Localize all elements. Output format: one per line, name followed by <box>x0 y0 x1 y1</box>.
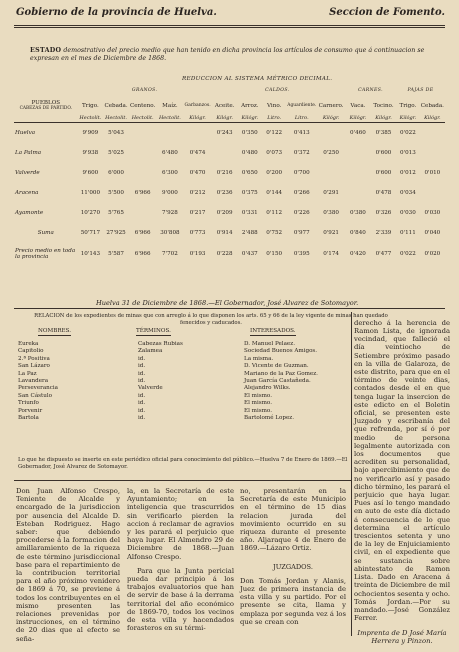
header-rule <box>14 25 445 26</box>
suma-cell: 30'808 <box>160 230 180 236</box>
price-cell: 0'034 <box>400 190 416 196</box>
unit-label: Kilógr. <box>371 114 396 123</box>
nombres-list <box>18 341 118 422</box>
price-cell: 0'010 <box>424 170 441 176</box>
unit-label: Litro. <box>262 114 286 123</box>
precio-cell: 0'022 <box>400 251 416 257</box>
precio-label-1: Precio medio en toda <box>15 248 76 254</box>
mine-interesado: D. Vicente de Guzman. <box>244 363 309 370</box>
price-cell: 6'300 <box>162 170 178 176</box>
col-header: Centeno. <box>129 102 156 109</box>
price-cell: 9'909 <box>82 130 99 136</box>
price-cell: 0'291 <box>323 190 339 196</box>
price-cell: 0'478 <box>375 190 392 196</box>
price-cell: 0'372 <box>293 150 310 156</box>
mine-name: Perseverancia <box>18 385 59 392</box>
price-cell: 0'375 <box>241 190 258 196</box>
precio-cell: 0'193 <box>189 251 206 257</box>
unit-label: Kilógr. <box>420 114 445 123</box>
mine-interesado: El mismo. <box>244 400 272 407</box>
suma-cell: 0'111 <box>400 230 416 236</box>
unit-label: Hectolit. <box>156 114 183 123</box>
price-cell: 0'470 <box>189 170 206 176</box>
price-cell: 0'700 <box>293 170 310 176</box>
suma-label: Suma <box>37 230 54 236</box>
unit-label: Hectolit. <box>79 115 102 121</box>
column-3 <box>240 487 346 626</box>
table-row <box>14 203 445 223</box>
mine-interesado: El mismo. <box>244 407 272 414</box>
mine-interesado: El mismo. <box>244 392 272 399</box>
cabezas-label: CABEZAS DE PARTIDO. <box>19 106 73 111</box>
price-cell: 0'460 <box>350 130 366 136</box>
price-cell: 0'030 <box>400 210 416 216</box>
row-town: Valverde <box>15 170 40 176</box>
header-left: Gobierno de la provincia de Huelva. <box>16 7 217 18</box>
pueblos-header <box>14 97 78 114</box>
price-cell: 0'350 <box>241 130 258 136</box>
mine-interesado: Juan García Castañeda. <box>244 377 311 384</box>
column-divider <box>351 312 352 636</box>
edict-aljaraque: no, presentarán en la Secretaría de este Municipio en el término de 15 dias relacion jurada del movimiento ocurrido en su riqueza durante el presente año. Aljaraque 4 de Enero de 1869.—Lázaro Ortiz. <box>240 487 346 553</box>
unit-label: Kilógr. <box>317 114 345 123</box>
row-town: La Palma <box>15 150 42 156</box>
price-cell: 0'022 <box>400 130 416 136</box>
group-caldos: CALDOS. <box>265 88 290 93</box>
interesados-header: INTERESADOS. <box>250 328 296 334</box>
precio-cell: 0'174 <box>323 251 339 257</box>
price-cell: 0'380 <box>350 210 366 216</box>
precio-cell: 0'395 <box>293 251 310 257</box>
mine-name: San Lázaro <box>18 363 50 370</box>
price-cell: 0'122 <box>266 130 283 136</box>
suma-cell: 27'925 <box>106 230 126 236</box>
col-header: Vino. <box>266 102 282 109</box>
price-cell <box>212 143 238 163</box>
terminos-list <box>138 341 218 422</box>
precio-cell: 0'228 <box>216 251 233 257</box>
estado-text: demostrativo del precio medio que han tenido en dicha provincia los artículos de consumo que á continuacion se expresan en el mes de Diciembre de 1868. <box>30 47 425 62</box>
price-cell <box>345 163 371 183</box>
mine-termino: id. <box>138 363 146 370</box>
price-cell: 0'212 <box>189 190 206 196</box>
mine-termino: id. <box>138 400 146 407</box>
estado-heading <box>30 47 443 63</box>
price-cell: 0'650 <box>241 170 258 176</box>
price-cell: 9'600 <box>82 170 99 176</box>
estado-lead: ESTADO <box>30 47 62 54</box>
price-cell <box>129 123 156 144</box>
juzgados-heading: JUZGADOS. <box>273 562 313 571</box>
prices-table <box>14 84 445 265</box>
price-cell: 0'030 <box>424 210 441 216</box>
price-cell: 0'266 <box>293 190 310 196</box>
precio-cell: 6'966 <box>134 251 151 257</box>
col-header: Vaca. <box>350 102 366 109</box>
reduccion-label: REDUCCION AL SISTEMA MÉTRICO DECIMAL. <box>182 76 333 82</box>
table-row <box>14 163 445 183</box>
suma-cell: 0'977 <box>293 230 310 236</box>
mine-name: Capitolio <box>18 348 44 355</box>
nombres-header: NOMBRES. <box>38 328 72 334</box>
price-cell <box>156 123 183 144</box>
price-cell: 0'200 <box>266 170 283 176</box>
unit-label: Kilógr. <box>396 114 420 123</box>
col-header: Aceite. <box>214 102 235 109</box>
edict-ramon-lista-cont <box>354 312 450 652</box>
price-cell: 6'966 <box>134 190 151 196</box>
header-right: Seccion de Fomento. <box>329 7 445 18</box>
price-cell: 5'025 <box>108 150 124 156</box>
suma-cell: 0'040 <box>424 230 441 236</box>
mine-termino: Cabezas Rubias <box>138 341 183 347</box>
group-pajas: PAJAS DE <box>407 88 434 93</box>
relacion-footer: Lo que he dispuesto se inserte en este periódico oficial para conocimiento del público.—Huelva 7 de Enero de 1869.—El Gobernador, José Alvarez de Sotomayor. <box>18 457 348 470</box>
price-cell: 0'385 <box>375 130 392 136</box>
price-cell: 6'000 <box>108 170 124 176</box>
edict-junta-pericial: Para que la Junta pericial pueda dar principio á los trabajos evaluatorios que han de servir de base á la derrama territorial del año económico de 1869-70, todos los vecinos de esta villa y hacendados forasteros en su térmi- <box>127 566 234 633</box>
price-cell: 0'144 <box>266 190 283 196</box>
price-cell: 9'000 <box>162 190 178 196</box>
mine-interesado: La misma. <box>244 355 274 362</box>
interesados-list <box>244 341 352 422</box>
pueblos-label: PUEBLOS <box>31 100 61 106</box>
mine-name: Porvenir <box>18 407 43 414</box>
column-1 <box>16 487 120 643</box>
mine-name: Eureka <box>18 341 39 347</box>
mine-termino: Valverde <box>138 385 163 392</box>
col-header: Trigo. <box>81 102 99 109</box>
price-cell: 7'928 <box>162 210 178 216</box>
table-row <box>14 143 445 163</box>
mine-interesado: Bartolomé Lopez. <box>244 414 294 421</box>
mine-termino: id. <box>138 377 146 384</box>
col-header: Trigo. <box>399 102 417 109</box>
signature-line: Huelva 31 de Diciembre de 1868.—El Gobernador, José Alvarez de Sotomayor. <box>96 299 359 307</box>
price-cell: 0'073 <box>266 150 283 156</box>
price-cell: 6'480 <box>162 150 178 156</box>
suma-cell: 6'966 <box>134 230 151 236</box>
price-cell: 0'012 <box>400 170 416 176</box>
price-cell <box>345 143 371 163</box>
mine-interesado: Mariano de la Paz Gomez. <box>244 370 318 377</box>
price-cell: 0'216 <box>216 170 233 176</box>
group-granos: GRANOS. <box>131 88 158 93</box>
price-cell: 5'765 <box>108 210 124 216</box>
mine-termino: id. <box>138 392 146 399</box>
price-cell <box>317 163 345 183</box>
price-cell: 0'474 <box>189 150 206 156</box>
unit-label: Kilógr. <box>183 114 211 123</box>
precio-cell: 0'477 <box>375 251 392 257</box>
price-cell: 9'938 <box>82 150 99 156</box>
suma-row <box>14 223 445 243</box>
price-cell <box>129 143 156 163</box>
price-cell <box>129 163 156 183</box>
mine-name: Bartola <box>18 414 39 421</box>
relacion-rule <box>14 480 351 481</box>
row-town: Huelva <box>15 130 36 136</box>
section-rule <box>14 308 445 309</box>
column-2 <box>127 487 234 632</box>
mine-interesado: D. Manuel Pelaez. <box>244 341 295 347</box>
price-cell <box>420 123 445 144</box>
table-row <box>14 183 445 203</box>
precio-label <box>14 243 78 265</box>
group-carnes: CARNES. <box>358 88 383 93</box>
mine-name: Lavandera <box>18 377 49 384</box>
printer-credit: Imprenta de D José María Herrera y Pinzon. <box>357 629 447 646</box>
list-headers <box>18 328 351 338</box>
mine-name: 2.ª Positiva <box>18 355 50 362</box>
suma-cell: 0'773 <box>189 230 206 236</box>
price-cell <box>129 203 156 223</box>
edict-ramon-lista-text: derecho á la herencia de Ramon Lista, de ignorada vecindad, que falleció el día veintiocho de Setiembre próximo pasado en la villa de Galaroza, de este distrito, para que en el término de veinte dias, contados desde el en que tenga lugar la insercion de este edicto en el Boletin oficial, se presenten este Juzgado y escribanía del que refrenda, por sí ó por medio de persona legalmente autorizada con los documentos que acrediten su personalidad, bajo apercibimiento que de no verificarlo así y pasado dicho término, les parará el perjuicio que haya lugar. Pues así lo tengo mandado en auto de este día dictado á consecuencia de lo que determina el artículo trescientos setenta y uno de la ley de Enjuiciamiento civil, en el expediente que se sustancia sobre abintestato de Ramon Lista. Dado en Aracena á treinta de Diciembre de mil ochocientos sesenta y ocho. Tomás Jordan.—Por su mandado.—José González Ferrer. <box>354 318 450 623</box>
mine-name: Triunfo <box>18 400 39 407</box>
price-cell <box>420 183 445 203</box>
price-cell: 0'250 <box>323 150 339 156</box>
col-header: Carnero. <box>318 102 344 109</box>
col-header: Cebada. <box>420 102 444 109</box>
price-cell <box>317 123 345 144</box>
col-header: Maíz. <box>162 102 178 109</box>
unit-label: Kilógr. <box>345 114 371 123</box>
edict-almendro-cont: la, en la Secretaría de este Ayuntamiento; en la inteligencia que trascurridos sin verificarlo pierden la accion á reclamar de agravios y les parará el perjuicio que haya lugar. El Almendro 29 de Diciembre de 1868.—Juan Alfonso Crespo. <box>127 487 234 561</box>
precio-cell: 0'420 <box>350 251 366 257</box>
price-cell: 0'600 <box>375 150 392 156</box>
mine-termino: Zalamea <box>138 348 163 355</box>
precio-label-2: la provincia <box>15 254 49 260</box>
suma-cell: 50'717 <box>80 230 101 236</box>
precio-cell: 5'587 <box>108 251 124 257</box>
price-cell: 11'000 <box>80 190 101 196</box>
precio-cell: 0'020 <box>424 251 441 257</box>
mine-termino: id. <box>138 355 146 362</box>
price-cell: 5'500 <box>108 190 124 196</box>
price-cell: 10'270 <box>80 210 101 216</box>
header-rule-2 <box>14 27 445 28</box>
suma-cell: 2'488 <box>241 230 258 236</box>
precio-cell: 7'702 <box>162 251 178 257</box>
terminos-header: TÉRMINOS. <box>136 328 171 334</box>
suma-cell: 0'752 <box>266 230 283 236</box>
mine-termino: id. <box>138 414 146 421</box>
mine-interesado: Sociedad Buenos Amigos. <box>244 348 318 355</box>
unit-label: Kilógr. <box>238 114 263 123</box>
price-cell: 0'480 <box>241 150 258 156</box>
price-cell: 0'217 <box>189 210 206 216</box>
col-header: Garbanzos. <box>184 103 211 108</box>
suma-cell: 0'921 <box>323 230 339 236</box>
unit-label: Kilógr. <box>212 114 238 123</box>
mine-name: San Cástulo <box>18 392 53 399</box>
unit-label: Hectolit. <box>129 114 156 123</box>
col-header: Arroz. <box>241 102 259 109</box>
price-cell: 0'413 <box>293 130 310 136</box>
price-cell: 0'226 <box>293 210 310 216</box>
price-cell <box>345 183 371 203</box>
price-cell: 0'326 <box>375 210 392 216</box>
precio-cell: 0'150 <box>266 251 283 257</box>
mine-name: La Paz <box>18 370 37 377</box>
mine-interesado: Alejandro Wilks. <box>244 385 291 392</box>
price-cell: 0'236 <box>216 190 233 196</box>
price-cell: 0'243 <box>216 130 233 136</box>
price-cell <box>183 123 211 144</box>
price-cell <box>420 143 445 163</box>
unit-label: Litro. <box>286 114 317 123</box>
price-cell: 5'043 <box>108 130 124 136</box>
price-cell: 0'112 <box>266 210 283 216</box>
price-cell: 0'331 <box>241 210 258 216</box>
precio-row <box>14 243 445 265</box>
suma-cell: 0'914 <box>216 230 233 236</box>
unit-label: Hectolit. <box>105 115 128 121</box>
col-header: Aguardiente. <box>287 103 317 108</box>
relacion-heading: RELACION de los expedientes de minas que con arreglo á lo que disponen los arts. 65 y 66 de la ley vigente de minas han quedado fenecidos y caducados. <box>34 313 388 326</box>
mine-termino: id. <box>138 407 146 414</box>
price-cell: 0'380 <box>323 210 339 216</box>
price-cell: 0'209 <box>216 210 233 216</box>
precio-cell: 0'437 <box>241 251 258 257</box>
page-header <box>16 7 445 21</box>
col-header: Cebada. <box>104 102 128 109</box>
row-town: Aracena <box>15 190 39 196</box>
suma-cell: 0'840 <box>350 230 366 236</box>
mine-termino: id. <box>138 370 146 377</box>
edict-almendro-text: Don Juan Alfonso Crespo, Teniente de Alcalde y encargado de la jurisdiccion por ausencia del Alcalde D. Esteban Rodriguez. Hago saber: que debiendo procederse á la formacion del amillaramiento de la riqueza de este término jurisdiccional base para el repartimiento de la contribucion territorial para el año próximo venidero de 1869 á 70, se previene á todos los contribuyentes en el mismo presenten las relaciones prevenidas por instrucciones, en el término de 20 dias que al efecto se seña- <box>16 487 120 643</box>
col-header: Tocino. <box>373 102 394 109</box>
table-row <box>14 123 445 144</box>
suma-cell: 2'339 <box>375 230 392 236</box>
edict-tomas-jordan: Don Tomás Jordan y Alanis, Juez de primera instancia de esta villa y su partido. Por el presente se cita, llama y emplaza por segunda vez á los que se crean con <box>240 576 346 626</box>
precio-cell: 10'143 <box>80 251 101 257</box>
row-town: Ayamonte <box>15 210 44 216</box>
price-cell: 0'013 <box>400 150 416 156</box>
price-cell: 0'600 <box>375 170 392 176</box>
